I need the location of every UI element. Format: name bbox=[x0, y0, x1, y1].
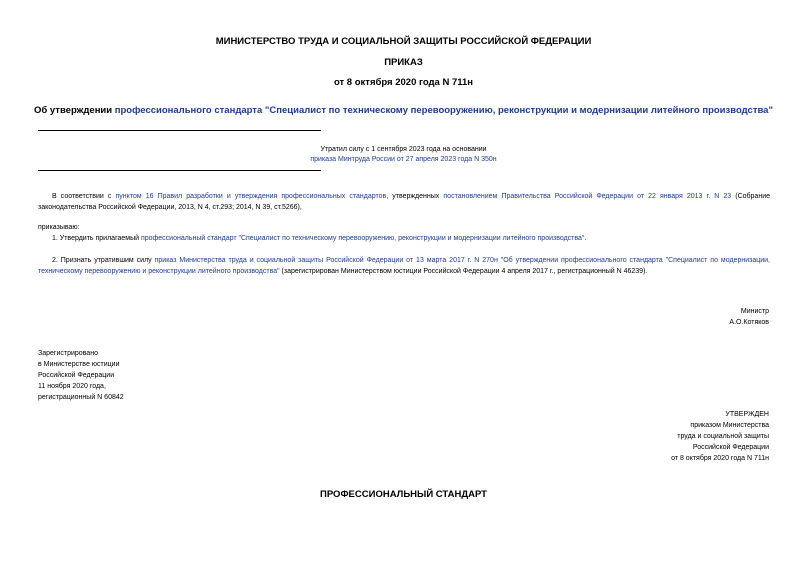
approved-line: приказом Министерства bbox=[690, 422, 769, 429]
preamble-rules-link[interactable]: пунктом 16 Правил разработки и утверждения профессиональных стандартов bbox=[115, 193, 387, 200]
registration-line: Зарегистрировано bbox=[38, 350, 98, 357]
item1-text-2: . bbox=[584, 235, 587, 242]
signature-name: А.О.Котяков bbox=[729, 319, 769, 326]
divider-bottom bbox=[38, 170, 321, 171]
approved-line: труда и социальной защиты bbox=[677, 433, 769, 440]
item1-standard-link[interactable]: профессиональный стандарт "Специалист по техническому перевооружению, реконструкции и модернизации литейного производства" bbox=[140, 235, 585, 242]
standard-heading: ПРОФЕССИОНАЛЬНЫЙ СТАНДАРТ bbox=[320, 489, 487, 500]
preamble-paragraph bbox=[38, 191, 770, 213]
ministry-heading: МИНИСТЕРСТВО ТРУДА И СОЦИАЛЬНОЙ ЗАЩИТЫ РОССИЙСКОЙ ФЕДЕРАЦИИ bbox=[215, 36, 592, 47]
doc-type-heading: ПРИКАЗ bbox=[384, 57, 423, 68]
preamble-text-3: (Собрание законодательства Российской Федерации, 2013, N 4, ст.293; 2014, N 39, ст.5266), bbox=[38, 193, 770, 211]
order-item-1 bbox=[52, 233, 770, 244]
approved-line: Российской Федерации bbox=[692, 444, 769, 451]
approved-line: УТВЕРЖДЕН bbox=[725, 411, 769, 418]
status-note-line: Утратил силу с 1 сентября 2023 года на основании bbox=[320, 146, 487, 153]
order-word: приказываю: bbox=[38, 224, 80, 231]
approved-line: от 8 октября 2020 года N 711н bbox=[671, 455, 769, 462]
item1-text-1: 1. Утвердить прилагаемый bbox=[52, 235, 141, 242]
title-prefix: Об утверждении bbox=[34, 105, 115, 116]
registration-line: в Министерстве юстиции bbox=[38, 361, 120, 368]
divider-top bbox=[38, 130, 321, 131]
item2-text-2: (зарегистрирован Министерством юстиции Российской Федерации 4 апреля 2017 г., регистрационный N 46239). bbox=[279, 268, 648, 275]
item2-text-1: 2. Признать утратившим силу bbox=[52, 257, 155, 264]
signature-block bbox=[729, 306, 769, 328]
item2-repealed-order-link[interactable]: приказ Министерства труда и социальной защиты Российской Федерации от 13 марта 2017 г. N 270н "Об утверждении профессионального стандарта "Специалист по модернизации, техническому перевооружению и реконструкции литейного производства" bbox=[38, 257, 770, 275]
approved-block bbox=[671, 409, 769, 464]
signature-position: Министр bbox=[740, 308, 769, 315]
document-title bbox=[0, 104, 807, 117]
order-item-2 bbox=[38, 255, 770, 277]
preamble-text-2: , утвержденных bbox=[386, 193, 444, 200]
registration-line: Российской Федерации bbox=[38, 372, 115, 379]
title-standard-link[interactable]: профессионального стандарта "Специалист по техническому перевооружению, реконструкции и модернизации литейного производства" bbox=[114, 105, 773, 116]
doc-date-number: от 8 октября 2020 года N 711н bbox=[333, 77, 474, 88]
status-note-link[interactable]: приказа Минтруда России от 27 апреля 2023 года N 350н bbox=[310, 156, 497, 163]
preamble-text-1: В соответствии с bbox=[52, 193, 116, 200]
preamble-resolution-link[interactable]: постановлением Правительства Российской Федерации от 22 января 2013 г. N 23 bbox=[443, 193, 732, 200]
registration-line: регистрационный N 60842 bbox=[38, 394, 124, 401]
registration-block bbox=[38, 348, 124, 403]
registration-line: 11 ноября 2020 года, bbox=[38, 383, 106, 390]
